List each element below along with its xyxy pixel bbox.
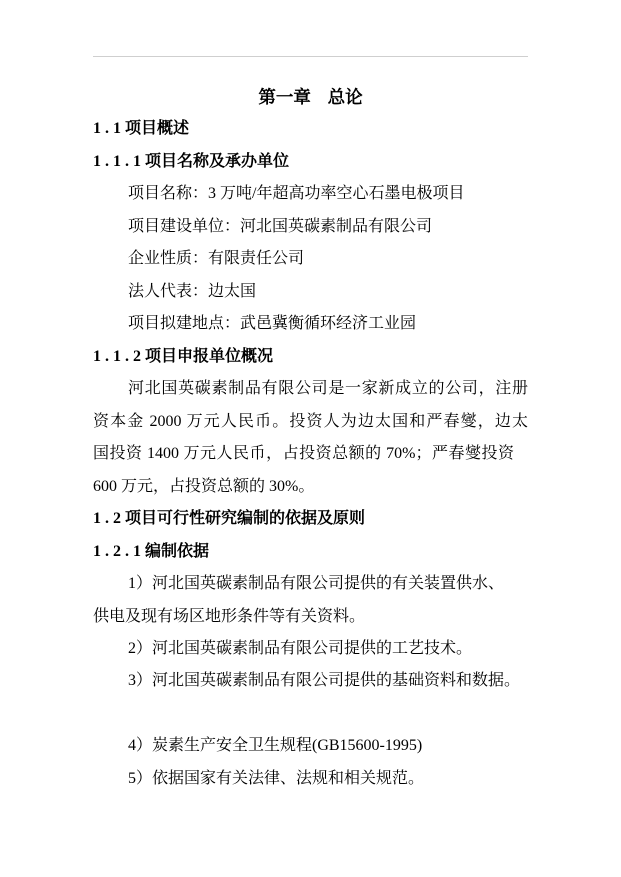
enterprise-type-line: 企业性质：有限责任公司 <box>128 250 305 268</box>
construction-unit-line: 项目建设单位：河北国英碳素制品有限公司 <box>128 217 433 235</box>
section-number: 1.1 <box>93 120 125 138</box>
section-number: 1.1.1 <box>93 152 145 170</box>
section-title: 项目名称及承办单位 <box>145 152 290 170</box>
basis-item-2: 2）河北国英碳素制品有限公司提供的工艺技术。 <box>128 639 473 657</box>
paragraph-line: 资本金 2000 万元人民币。投资人为边太国和严春燮，边太 <box>93 412 528 430</box>
paragraph-line: 600 万元，占投资总额的 30%。 <box>93 477 315 495</box>
section-heading-1-1-1 <box>93 146 528 178</box>
document-body <box>93 81 528 795</box>
basis-item-1-continuation: 供电及现有场区地形条件等有关资料。 <box>93 607 366 625</box>
legal-representative-line: 法人代表：边太国 <box>128 282 257 300</box>
basis-item-5: 5）依据国家有关法律、法规和相关规范。 <box>128 769 425 787</box>
section-heading-1-2-1 <box>93 536 528 568</box>
basis-item-4: 4）炭素生产安全卫生规程(GB15600-1995) <box>128 737 423 755</box>
section-title: 项目概述 <box>125 120 190 138</box>
section-title: 项目可行性研究编制的依据及原则 <box>125 510 366 528</box>
section-number: 1.2.1 <box>93 542 145 560</box>
paragraph-line: 国投资 1400 万元人民币，占投资总额的 70%；严春燮投资 <box>93 445 514 463</box>
section-heading-1-1 <box>93 113 528 145</box>
section-number: 1.2 <box>93 510 125 528</box>
section-title: 编制依据 <box>145 542 210 560</box>
section-title: 项目申报单位概况 <box>145 347 274 365</box>
header-rule <box>93 56 528 57</box>
section-heading-1-2 <box>93 503 528 535</box>
basis-item-1: 1）河北国英碳素制品有限公司提供的有关装置供水、 <box>128 575 505 593</box>
blank-line <box>93 698 528 730</box>
section-number: 1.1.2 <box>93 347 145 365</box>
project-site-line: 项目拟建地点：武邑冀衡循环经济工业园 <box>128 315 417 333</box>
chapter-title: 第一章 总论 <box>258 87 363 107</box>
paragraph-line: 河北国英碳素制品有限公司是一家新成立的公司，注册 <box>128 380 528 398</box>
project-name-line: 项目名称：3 万吨/年超高功率空心石墨电极项目 <box>128 185 465 203</box>
section-heading-1-1-2 <box>93 341 528 373</box>
basis-item-3: 3）河北国英碳素制品有限公司提供的基础资料和数据。 <box>128 672 521 690</box>
